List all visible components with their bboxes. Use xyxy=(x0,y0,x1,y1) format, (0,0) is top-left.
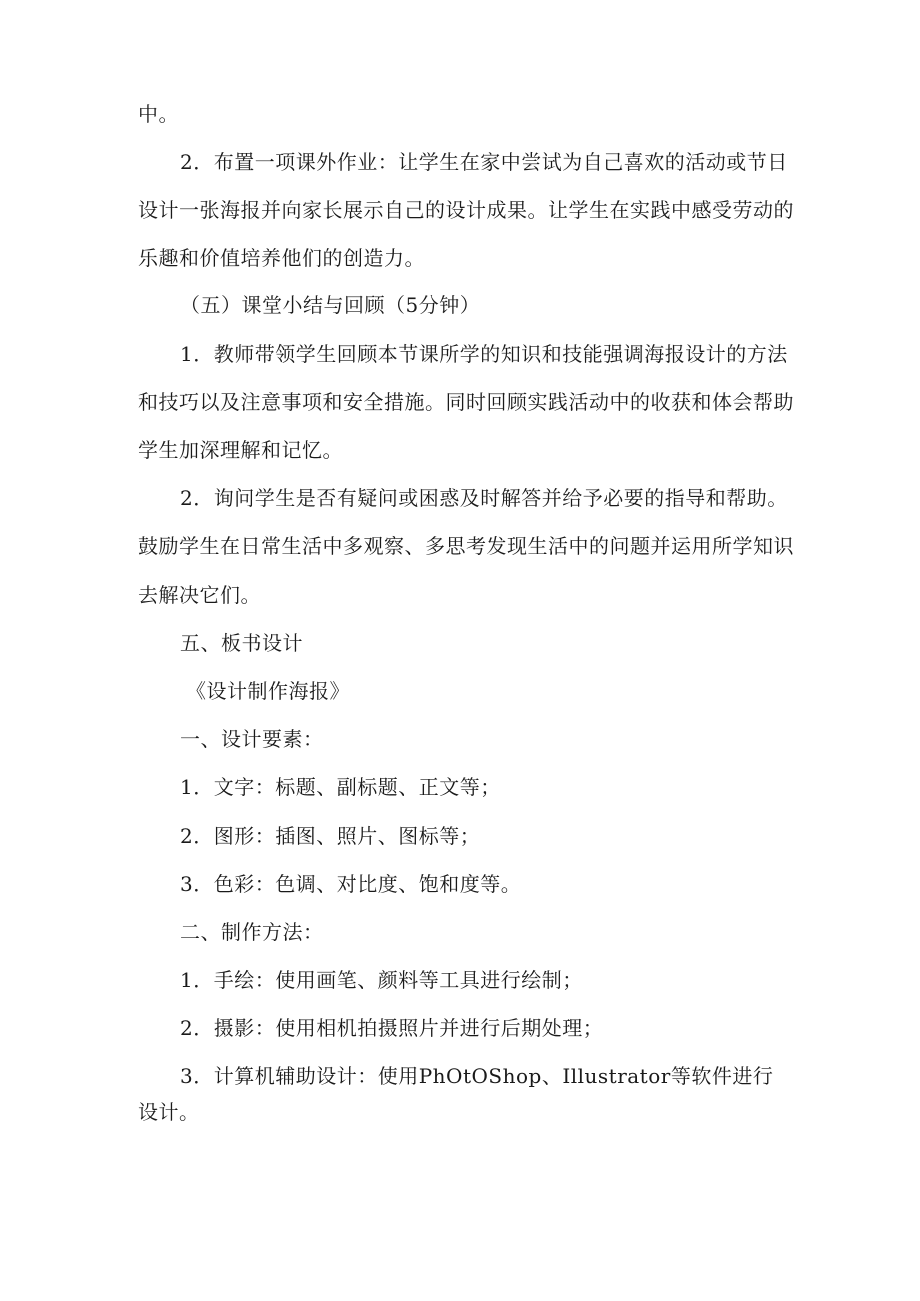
text-line: 1．教师带领学生回顾本节课所学的知识和技能强调海报设计的方法 xyxy=(180,342,788,366)
list-item: 1．文字：标题、副标题、正文等； xyxy=(180,775,501,799)
list-item: 3．色彩：色调、对比度、饱和度等。 xyxy=(180,872,522,896)
text-line: 设计一张海报并向家长展示自己的设计成果。让学生在实践中感受劳动的 xyxy=(138,198,794,222)
text-line: 去解决它们。 xyxy=(138,583,261,607)
board-title: 《设计制作海报》 xyxy=(186,679,350,703)
text-line: 乐趣和价值培养他们的创造力。 xyxy=(138,246,425,270)
list-item: 1．手绘：使用画笔、颜料等工具进行绘制； xyxy=(180,968,583,992)
subheading: 二、制作方法： xyxy=(180,920,324,944)
section-heading: （五）课堂小结与回顾（5分钟） xyxy=(180,293,481,317)
text-line: 中。 xyxy=(138,102,179,126)
list-item: 2．图形：插图、照片、图标等； xyxy=(180,824,481,848)
text-line: 鼓励学生在日常生活中多观察、多思考发现生活中的问题并运用所学知识 xyxy=(138,534,794,558)
list-item: 3．计算机辅助设计：使用PhOtOShop、Illustrator等软件进行 xyxy=(180,1064,774,1088)
text-line: 设计。 xyxy=(138,1100,200,1124)
text-line: 和技巧以及注意事项和安全措施。同时回顾实践活动中的收获和体会帮助 xyxy=(138,390,794,414)
text-line: 2．询问学生是否有疑问或困惑及时解答并给予必要的指导和帮助。 xyxy=(180,486,788,510)
text-line: 2．布置一项课外作业：让学生在家中尝试为自己喜欢的活动或节日 xyxy=(180,150,788,174)
list-item: 2．摄影：使用相机拍摄照片并进行后期处理； xyxy=(180,1016,604,1040)
subheading: 一、设计要素： xyxy=(180,727,324,751)
text-line: 学生加深理解和记忆。 xyxy=(138,438,343,462)
section-heading: 五、板书设计 xyxy=(180,631,303,655)
